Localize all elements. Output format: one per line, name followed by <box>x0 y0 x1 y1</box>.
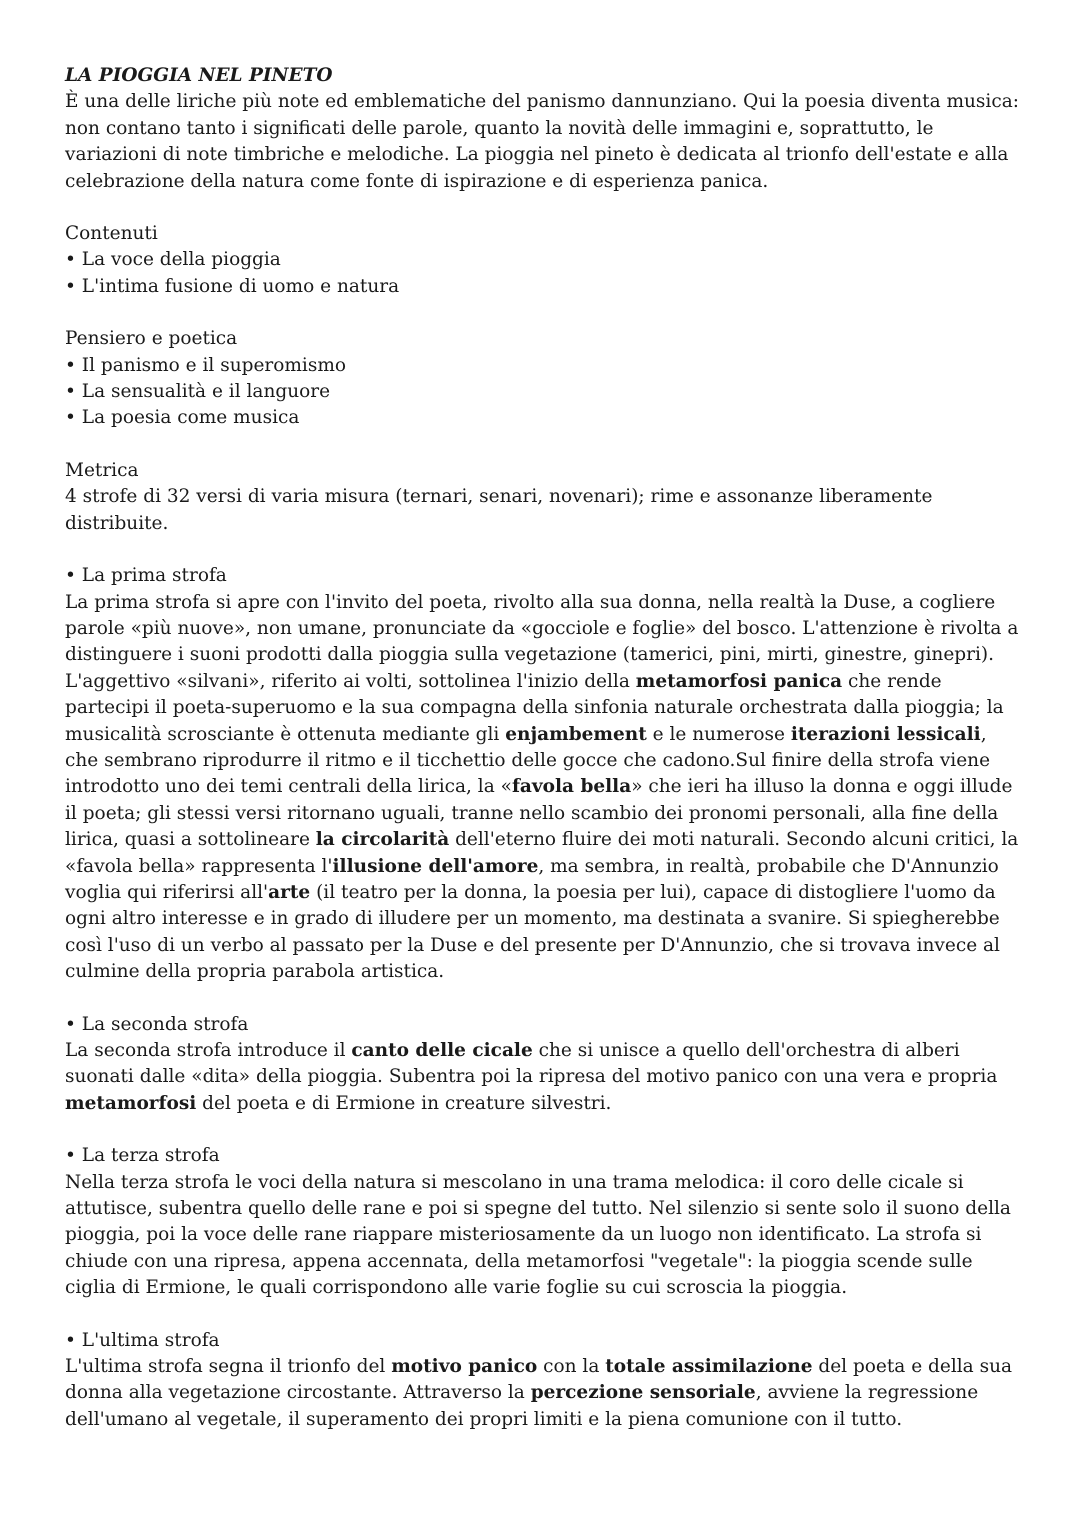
list-item: • La voce della pioggia <box>65 247 1025 273</box>
document-page <box>65 63 1025 1433</box>
spacer <box>65 1302 1025 1328</box>
spacer <box>65 432 1025 458</box>
metrica-heading: Metrica <box>65 459 139 481</box>
strofa4-heading: • L'ultima strofa <box>65 1328 1025 1354</box>
spacer <box>65 1117 1025 1143</box>
spacer <box>65 986 1025 1012</box>
strofa1-paragraph: La prima strofa si apre con l'invito del poeta, rivolto alla sua donna, nella realtà la Duse, a cogliere parole «più nuove», non umane, pronunciate da «gocciole e foglie» del bosco. L'attenzione è rivolta a distinguere i suoni prodotti dalla pioggia sulla vegetazione (tamerici, pini, mirti, ginestre, ginepri). L'aggettivo «silvani», riferito ai volti, sottolinea l'inizio della metamorfosi panica che rende partecipi il poeta-superuomo e la sua compagna della sinfonia naturale orchestrata dalla pioggia; la musicalità scrosciante è ottenuta mediante gli enjambement e le numerose iterazioni lessicali, che sembrano riprodurre il ritmo e il ticchettio delle gocce che cadono.Sul finire della strofa viene introdotto uno dei temi centrali della lirica, la «favola bella» che ieri ha illuso la donna e oggi illude il poeta; gli stessi versi ritornano uguali, tranne nello scambio dei pronomi personali, alla fine della lirica, quasi a sottolineare la circolarità dell'eterno fluire dei moti naturali. Secondo alcuni critici, la «favola bella» rappresenta l'illusione dell'amore, ma sembra, in realtà, probabile che D'Annunzio voglia qui riferirsi all'arte (il teatro per la donna, la poesia per lui), capace di distogliere l'uomo da ogni altro interesse e in grado di illudere per un momento, ma destinata a svanire. Si spiegherebbe così l'uso di un verbo al passato per la Duse e del presente per D'Annunzio, che si trovava invece al culmine della propria parabola artistica. <box>65 591 1019 983</box>
strofa2-paragraph: La seconda strofa introduce il canto delle cicale che si unisce a quello dell'orchestra di alberi suonati dalle «dita» della pioggia. Subentra poi la ripresa del motivo panico con una vera e propria metamorfosi del poeta e di Ermione in creature silvestri. <box>65 1040 998 1114</box>
strofa4-paragraph: L'ultima strofa segna il trionfo del motivo panico con la totale assimilazione del poeta e della sua donna alla vegetazione circostante. Attraverso la percezione sensoriale, avviene la regressione dell'umano al vegetale, il superamento dei propri limiti e la piena comunione con il tutto. <box>65 1356 1013 1430</box>
spacer <box>65 537 1025 563</box>
spacer <box>65 300 1025 326</box>
metrica-text: 4 strofe di 32 versi di varia misura (ternari, senari, novenari); rime e assonanze liberamente distribuite. <box>65 486 933 534</box>
strofa1-heading: • La prima strofa <box>65 563 1025 589</box>
strofa2-heading: • La seconda strofa <box>65 1012 1025 1038</box>
strofa3-heading: • La terza strofa <box>65 1143 1025 1169</box>
strofa3-paragraph: Nella terza strofa le voci della natura si mescolano in una trama melodica: il coro delle cicale si attutisce, subentra quello delle rane e poi si spegne del tutto. Nel silenzio si sente solo il suono della pioggia, poi la voce delle rane riappare misteriosamente da un luogo non identificato. La strofa si chiude con una ripresa, appena accennata, della metamorfosi "vegetale": la pioggia scende sulle ciglia di Ermione, le quali corrispondono alle varie foglie su cui scroscia la pioggia. <box>65 1171 1011 1299</box>
intro-paragraph: È una delle liriche più note ed emblematiche del panismo dannunziano. Qui la poesia diventa musica: non contano tanto i significati delle parole, quanto la novità delle immagini e, soprattutto, le variazioni di note timbriche e melodiche. La pioggia nel pineto è dedicata al trionfo dell'estate e alla celebrazione della natura come fonte di ispirazione e di esperienza panica. <box>65 91 1019 192</box>
list-item: • Il panismo e il superomismo <box>65 353 1025 379</box>
list-item: • La poesia come musica <box>65 405 1025 431</box>
document-title: LA PIOGGIA NEL PINETO <box>65 65 333 86</box>
spacer <box>65 195 1025 221</box>
list-item: • La sensualità e il languore <box>65 379 1025 405</box>
pensiero-heading: Pensiero e poetica <box>65 328 238 350</box>
list-item: • L'intima fusione di uomo e natura <box>65 274 1025 300</box>
contenuti-heading: Contenuti <box>65 223 158 245</box>
